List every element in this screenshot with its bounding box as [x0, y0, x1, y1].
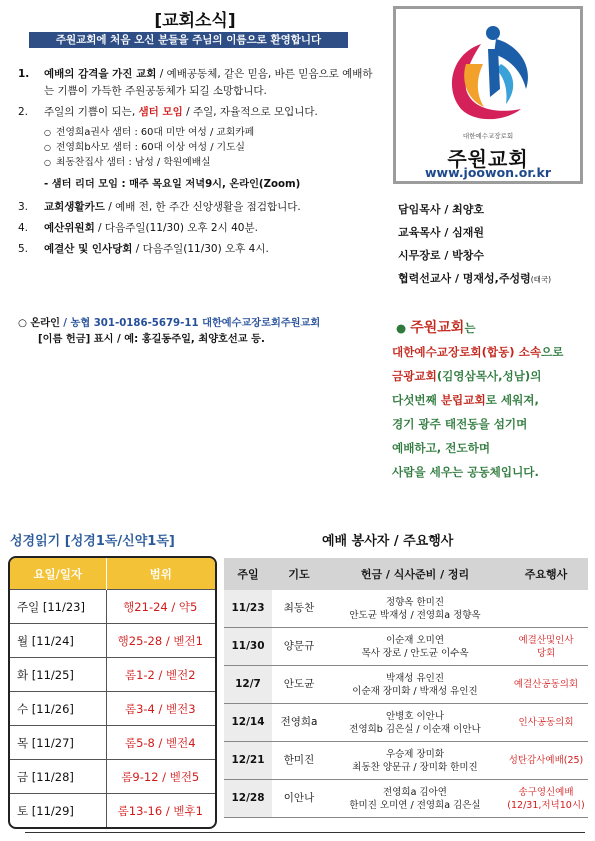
bible-reading-table [8, 556, 217, 829]
staff-item [398, 267, 588, 291]
duty-cell [326, 628, 504, 666]
week-cell-line: 11/23 [231, 602, 265, 614]
news-text: / 다음주일(11/30) 오후 2시 40분. [94, 222, 258, 234]
duty-cell [326, 742, 504, 780]
column-header: 범위 [106, 558, 215, 590]
week-cell [224, 780, 272, 818]
event-cell-line: 예결산및인사 당회 [518, 634, 574, 659]
table-row [224, 780, 588, 818]
duty-cell [326, 666, 504, 704]
intro-text: (김영삼목사,성남)의 [436, 369, 542, 383]
week-cell [224, 704, 272, 742]
table-row [10, 794, 215, 828]
intro-text: 예배하고, 전도하며 [392, 441, 491, 455]
column-header: 기도 [272, 558, 326, 590]
duty-cell-line: 박재성 유인진 [385, 672, 445, 684]
staff-text: 담임목사 / 최양호 [398, 203, 485, 216]
event-cell-line: 성탄감사예배(25) [508, 755, 584, 766]
page-title: [교회소식] [154, 11, 236, 31]
church-website-link[interactable]: www.joowon.or.kr [424, 165, 552, 180]
intro-text: 으로 [541, 345, 564, 359]
table-row [224, 666, 588, 704]
event-cell [504, 666, 588, 704]
duty-cell-line: 정향옥 한미진 [385, 596, 445, 608]
staff-note: (태국) [530, 275, 552, 284]
duty-cell-line: 안병호 이안나 [385, 710, 445, 722]
prayer-cell-line: 전영희a [280, 716, 318, 728]
samteo-list [44, 125, 380, 170]
duty-cell-line: 이순재 장미화 / 박재성 유인진 [352, 685, 478, 697]
intro-text: 로 세워져, [485, 393, 539, 407]
table-row [224, 590, 588, 628]
online-offering [18, 316, 388, 348]
news-text: / 예배 전, 한 주간 신앙생활을 점검합니다. [104, 201, 301, 213]
week-cell-line: 12/7 [235, 678, 261, 690]
news-number: 5. [18, 243, 29, 255]
welcome-banner: 주원교회에 처음 오신 분들을 주님의 이름으로 환영합니다 [29, 32, 348, 48]
service-table [224, 558, 588, 818]
week-cell-line: 12/21 [231, 754, 265, 766]
duty-cell [326, 780, 504, 818]
range-cell: 행25-28 / 벧전1 [106, 624, 215, 658]
duty-cell-line: 목사 장로 / 안도균 이수옥 [361, 647, 469, 659]
news-list [18, 66, 380, 262]
day-cell: 화 [11/25] [10, 658, 106, 692]
table-row [10, 760, 215, 794]
week-cell-line: 11/30 [231, 640, 265, 652]
news-heading: 교회생활카드 [44, 201, 105, 213]
duty-cell [326, 704, 504, 742]
news-number: 2. [18, 106, 29, 118]
table-row [224, 704, 588, 742]
news-item-1 [18, 66, 380, 100]
event-cell [504, 628, 588, 666]
news-highlight: 샘터 모임 [138, 106, 183, 118]
news-text: / 예배공동체, 같은 믿음, 바른 믿음으로 예배하는 기쁨이 가득한 주원공동체가 되길 소망합니다. [44, 68, 373, 97]
column-header: 주일 [224, 558, 272, 590]
table-row [10, 624, 215, 658]
news-number: 1. [18, 68, 30, 80]
intro-text: 는 [464, 321, 476, 335]
prayer-cell [272, 742, 326, 780]
staff-item [398, 221, 588, 244]
intro-text: 사람을 세우는 공동체입니다. [392, 465, 539, 479]
prayer-cell [272, 590, 326, 628]
samteo-item: ○ 최동찬집사 샘터 : 남성 / 학원예배실 [44, 155, 380, 170]
church-intro [392, 316, 592, 484]
day-cell: 금 [11/28] [10, 760, 106, 794]
news-item-2 [18, 104, 380, 121]
day-cell: 수 [11/26] [10, 692, 106, 726]
staff-text: 시무장로 / 박창수 [398, 249, 485, 262]
prayer-cell-line: 안도균 [283, 678, 315, 690]
event-cell [504, 704, 588, 742]
prayer-cell-line: 양문규 [283, 640, 315, 652]
week-cell-line: 12/28 [231, 792, 265, 804]
table-row [10, 692, 215, 726]
bible-reading-title: 성경읽기 [성경1독/신약1독] [10, 534, 175, 549]
event-cell [504, 590, 588, 628]
duty-cell-line: 전영희a 김아연 [383, 786, 447, 798]
prayer-cell-line: 이안나 [283, 792, 315, 804]
service-title: 예배 봉사자 / 주요행사 [322, 534, 454, 549]
table-row [224, 628, 588, 666]
footer-divider [25, 832, 585, 833]
event-cell-line: 예결산공동의회 [513, 679, 579, 690]
range-cell: 롬13-16 / 벧후1 [106, 794, 215, 828]
prayer-cell [272, 628, 326, 666]
news-item-4 [18, 220, 380, 237]
intro-text: 금광교회 [392, 369, 437, 383]
bullet-icon: ● [396, 321, 407, 335]
week-cell [224, 742, 272, 780]
day-cell: 월 [11/24] [10, 624, 106, 658]
duty-cell-line: 최동찬 양문규 / 장미화 한미진 [352, 761, 478, 773]
church-logo-box [393, 6, 583, 184]
table-row [10, 726, 215, 760]
event-cell [504, 780, 588, 818]
news-number: 4. [18, 222, 29, 234]
prayer-cell [272, 704, 326, 742]
range-cell: 롬5-8 / 벧전4 [106, 726, 215, 760]
intro-text: 경기 광주 태전동을 섬기며 [392, 417, 528, 431]
news-lead: 주일의 기쁨이 되는, [44, 106, 139, 118]
samteo-item: ○ 전영희b사모 샘터 : 60대 이상 여성 / 기도실 [44, 140, 380, 155]
staff-list [398, 198, 588, 291]
duty-cell-line: 이순재 오미연 [385, 634, 445, 646]
week-cell [224, 666, 272, 704]
column-header: 주요행사 [504, 558, 588, 590]
duty-cell-line: 안도균 박재성 / 전영희a 정향옥 [349, 609, 481, 621]
week-cell [224, 628, 272, 666]
range-cell: 롬9-12 / 벧전5 [106, 760, 215, 794]
prayer-cell [272, 666, 326, 704]
intro-text: 다섯번째 [392, 393, 441, 407]
offering-note: [이름 헌금] 표시 / 예: 홍길동주일, 최양호선교 등. [38, 334, 265, 345]
news-text: / 주일, 자율적으로 모입니다. [182, 106, 318, 118]
bank-account: / 농협 301-0186-5679-11 대한예수교장로회주원교회 [63, 318, 321, 329]
range-cell: 행21-24 / 약5 [106, 590, 215, 624]
range-cell: 롬1-2 / 벧전2 [106, 658, 215, 692]
table-row [10, 590, 215, 624]
news-item-3 [18, 199, 380, 216]
week-cell [224, 590, 272, 628]
church-logo-icon [436, 19, 541, 127]
event-cell [504, 742, 588, 780]
range-cell: 롬3-4 / 벧전3 [106, 692, 215, 726]
intro-church-name: 주원교회 [410, 320, 465, 336]
column-header: 헌금 / 식사준비 / 정리 [326, 558, 504, 590]
prayer-cell-line: 최동찬 [283, 602, 315, 614]
week-cell-line: 12/14 [231, 716, 265, 728]
staff-item [398, 244, 588, 267]
table-row [10, 658, 215, 692]
intro-text: 분립교회 [440, 393, 486, 407]
table-row [224, 742, 588, 780]
logo-subtitle: 대한예수교장로회 [462, 132, 514, 140]
online-label: ○ 온라인 [18, 318, 60, 329]
day-cell: 토 [11/29] [10, 794, 106, 828]
duty-cell [326, 590, 504, 628]
logo-church-name: 주원교회 [447, 147, 529, 171]
column-header: 요일/일자 [10, 558, 106, 590]
day-cell: 목 [11/27] [10, 726, 106, 760]
news-item-5 [18, 241, 380, 258]
news-number: 3. [18, 201, 29, 213]
day-cell: 주일 [11/23] [10, 590, 106, 624]
event-cell-line: 인사공동의회 [518, 717, 574, 728]
news-heading: 예산위원회 [44, 222, 95, 234]
news-text: / 다음주일(11/30) 오후 4시. [132, 243, 269, 255]
news-heading: 예결산 및 인사당회 [44, 243, 133, 255]
prayer-cell [272, 780, 326, 818]
intro-text: 대한예수교장로회(합동) 소속 [392, 345, 542, 359]
staff-item [398, 198, 588, 221]
duty-cell-line: 전영희b 김은실 / 이순재 이안나 [349, 723, 481, 735]
duty-cell-line: 우승제 장미화 [385, 748, 445, 760]
prayer-cell-line: 한미진 [283, 754, 315, 766]
staff-text: 교육목사 / 심재원 [398, 226, 485, 239]
duty-cell-line: 한미진 오미연 / 전영희a 김은실 [349, 799, 481, 811]
staff-text: 협력선교사 / 명재성,주성령 [398, 272, 531, 285]
samteo-item: ○ 전영희a권사 샘터 : 60대 미만 여성 / 교회카페 [44, 125, 380, 140]
news-heading: 예배의 감격을 가진 교회 [44, 68, 157, 80]
leader-meeting: - 샘터 리더 모임 : 매주 목요일 저녁9시, 온라인(Zoom) [44, 179, 301, 190]
event-cell-line: 송구영신예배 (12/31,저녁10시) [507, 786, 585, 811]
